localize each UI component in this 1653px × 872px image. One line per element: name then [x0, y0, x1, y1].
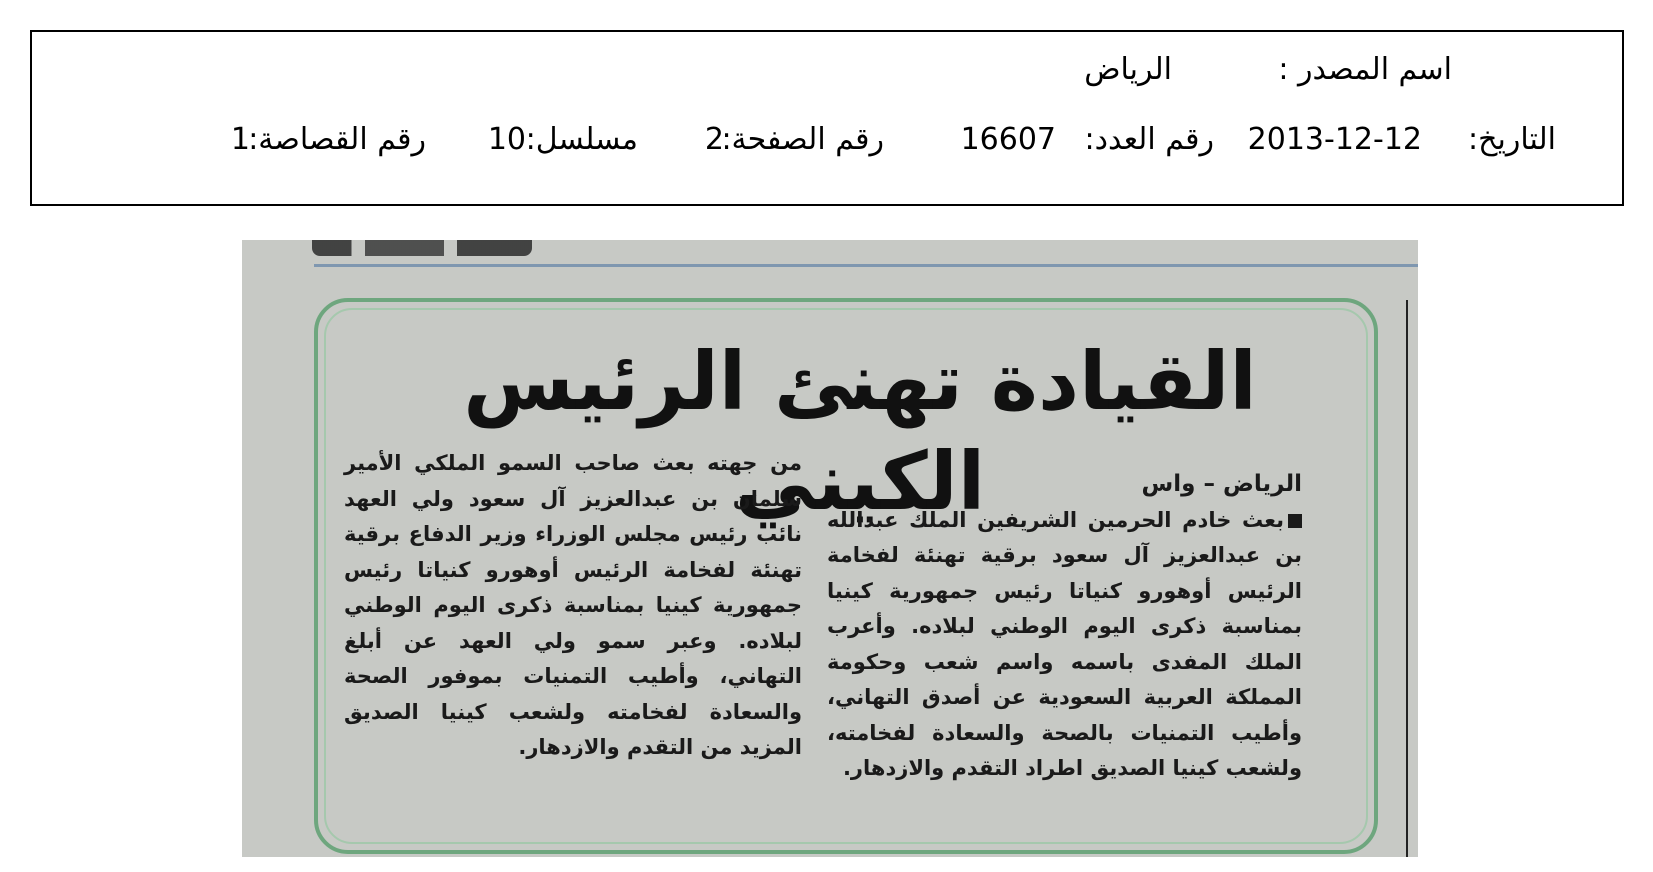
page-value: 2 [704, 122, 724, 157]
clip-value: 1 [230, 122, 250, 157]
serial-value: 10 [487, 122, 526, 157]
column-rule [1406, 300, 1408, 857]
newspaper-clipping [242, 240, 1418, 857]
date-value: 2013-12-12 [1247, 122, 1422, 157]
article-paragraph-right [827, 503, 1302, 787]
top-rule [314, 264, 1418, 267]
page-label: رقم الصفحة: [721, 122, 884, 157]
article-dateline: الرياض – واس [1141, 471, 1302, 497]
article-column-right [827, 467, 1302, 787]
article-column-left [344, 446, 802, 766]
issue-label: رقم العدد: [1084, 122, 1214, 157]
masthead-fragment [312, 240, 532, 256]
article-text-left: من جهته بعث صاحب السمو الملكي الأمير سلمان بن عبدالعزيز آل سعود ولي العهد نائب رئيس مجلس الوزراء وزير الدفاع برقية تهنئة لفخامة الرئيس أوهورو كنياتا رئيس جمهورية كينيا بمناسبة ذكرى اليوم الوطني لبلاده. وعبر سمو ولي العهد عن أبلغ التهاني، وأطيب التمنيات بموفور الصحة والسعادة لفخامته ولشعب كينيا الصديق المزيد من التقدم والازدهار. [344, 451, 802, 759]
clip-label: رقم القصاصة: [248, 122, 426, 157]
source-value: الرياض [1084, 52, 1172, 87]
article-headline: القيادة تهنئ الرئيس الكيني [463, 335, 1257, 528]
serial-label: مسلسل: [525, 122, 638, 157]
article-text-right: بعث خادم الحرمين الشريفين الملك عبدالله بن عبدالعزيز آل سعود برقية تهنئة لفخامة الرئيس أوهورو كنياتا رئيس جمهورية كينيا بمناسبة ذكرى اليوم الوطني لبلاده. وأعرب الملك المفدى باسمه واسم شعب وحكومة المملكة العربية السعودية عن أصدق التهاني، وأطيب التمنيات بالصحة والسعادة لفخامته، ولشعب كينيا الصديق اطراد التقدم والازدهار. [827, 507, 1302, 780]
issue-value: 16607 [960, 122, 1056, 157]
source-label: اسم المصدر : [1278, 52, 1452, 87]
square-bullet-icon [1288, 514, 1302, 528]
clipping-info-box [30, 30, 1624, 206]
date-label: التاريخ: [1468, 122, 1556, 157]
